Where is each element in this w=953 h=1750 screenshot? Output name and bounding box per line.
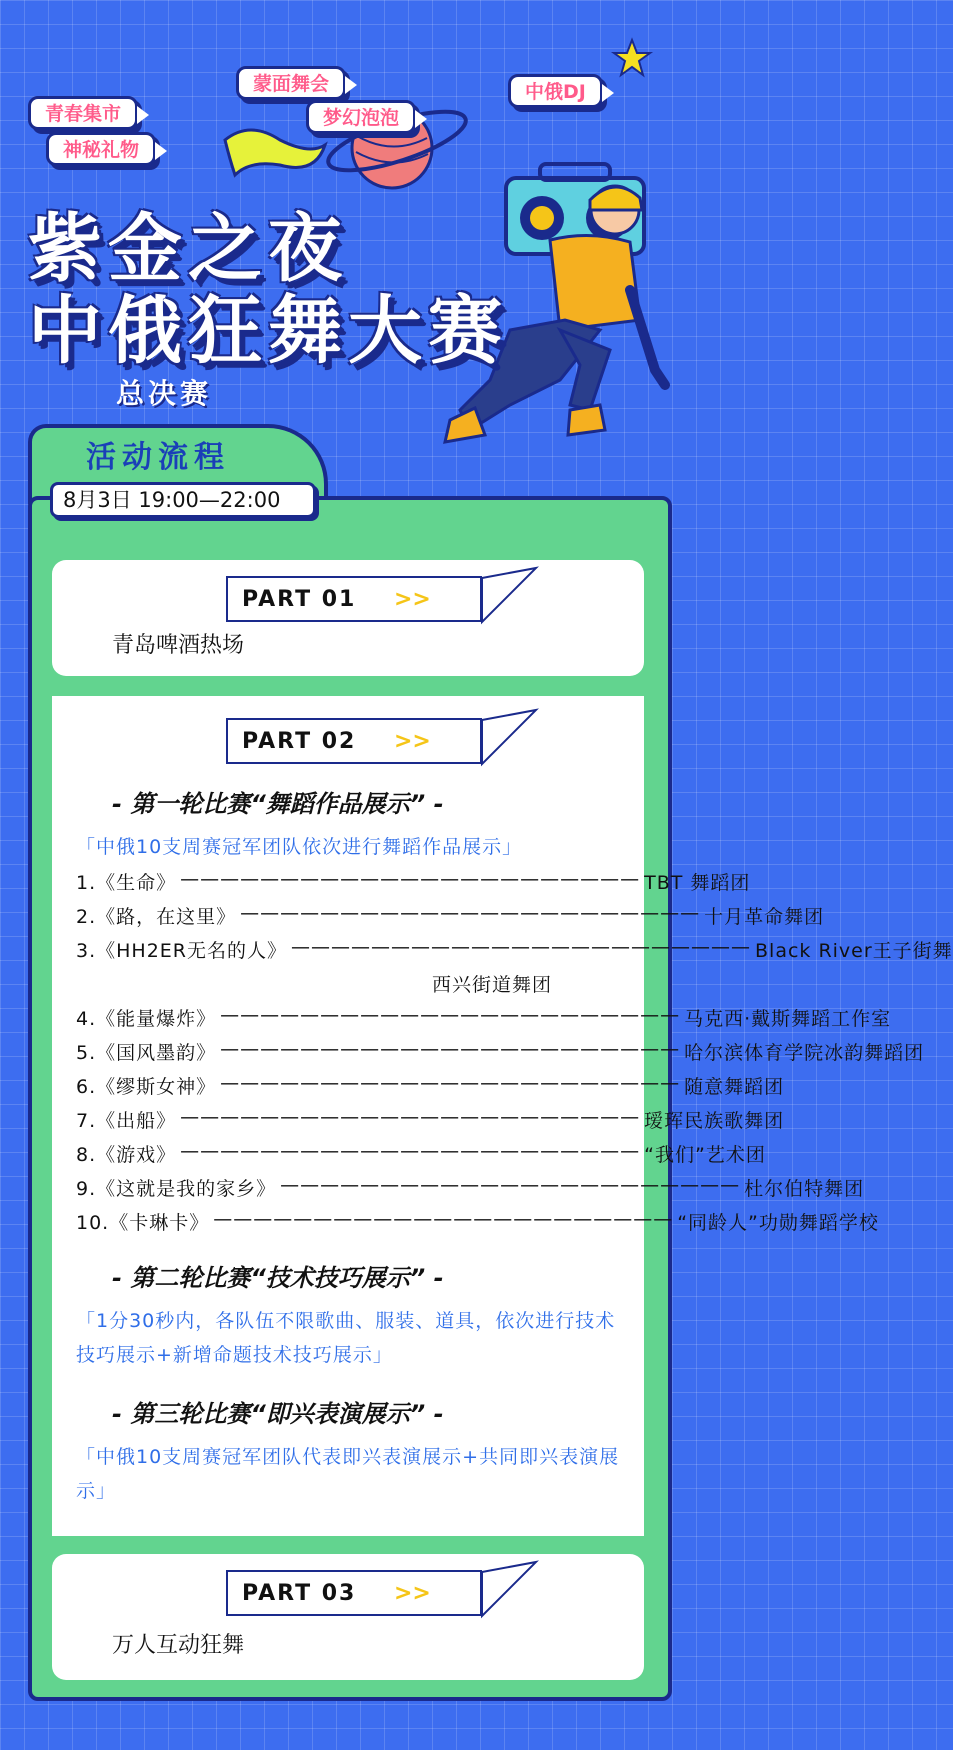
program-troupe: TBT 舞蹈团 xyxy=(644,872,751,894)
part-03-label: PART 03 xyxy=(242,1581,357,1606)
part-02-label: PART 02 xyxy=(242,729,357,754)
part-01-label: PART 01 xyxy=(242,587,357,612)
part-02-header xyxy=(226,718,482,764)
program-row-1: 1.《生命》 ——————————————————————— TBT 舞蹈团 xyxy=(76,868,751,894)
program-row-4: 4.《能量爆炸》 ——————————————————————— 马克西·戴斯舞蹈工作室 xyxy=(76,1004,892,1030)
program-troupe: 哈尔滨体育学院冰韵舞蹈团 xyxy=(684,1042,925,1064)
round-1-title: - 第一轮比赛“舞蹈作品展示” - xyxy=(112,790,444,818)
part-01-header xyxy=(226,576,482,622)
part-03-arrow-icon: >> xyxy=(394,1581,431,1606)
round-3-intro: 「中俄10支周赛冠军团队代表即兴表演展示+共同即兴表演展示」 xyxy=(76,1446,620,1502)
title-line-2: 中俄狂舞大赛 xyxy=(28,288,508,374)
part-03-flag-icon xyxy=(480,1560,540,1618)
round-1-intro: 「中俄10支周赛冠军团队依次进行舞蹈作品展示」 xyxy=(76,836,523,858)
program-troupe: 杜尔伯特舞团 xyxy=(744,1178,865,1200)
program-row-3-cont xyxy=(76,970,552,997)
program-row-10: 10.《卡琳卡》 ——————————————————————— “同龄人”功勋舞蹈学校 xyxy=(76,1208,879,1234)
program-title: 6.《缪斯女神》 xyxy=(76,1076,217,1098)
round-2-intro: 「1分30秒内，各队伍不限歌曲、服装、道具，依次进行技术技巧展示+新增命题技术技巧展示」 xyxy=(76,1310,616,1366)
part-03-header xyxy=(226,1570,482,1616)
program-title: 4.《能量爆炸》 xyxy=(76,1008,217,1030)
part-02-arrow-icon: >> xyxy=(394,729,431,754)
program-title: 7.《出船》 xyxy=(76,1110,177,1132)
program-troupe: 随意舞蹈团 xyxy=(684,1076,785,1098)
program-troupe: 瑷珲民族歌舞团 xyxy=(644,1110,785,1132)
tag-dream-bubbles: 梦幻泡泡 xyxy=(306,100,416,134)
part-03-card xyxy=(52,1554,644,1680)
program-troupe: 西兴街道舞团 xyxy=(431,974,552,996)
program-troupe: 十月革命舞团 xyxy=(704,906,825,928)
star-icon xyxy=(612,38,652,78)
part-02-flag-icon xyxy=(480,708,540,766)
program-title: 10.《卡琳卡》 xyxy=(76,1212,210,1234)
tag-mystery-gift: 神秘礼物 xyxy=(46,132,156,166)
round-3-title: - 第三轮比赛“即兴表演展示” - xyxy=(112,1400,444,1428)
part-02-card xyxy=(52,696,953,1536)
part-01-content: 青岛啤酒热场 xyxy=(112,633,245,658)
program-row-3: 3.《HH2ER无名的人》 ——————————————————————— Black River王子街舞 xyxy=(76,936,953,962)
event-date: 8月3日 19:00—22:00 xyxy=(50,482,316,518)
part-03-content: 万人互动狂舞 xyxy=(112,1633,245,1658)
program-title: 1.《生命》 xyxy=(76,872,177,894)
tag-china-russia-dj: 中俄DJ xyxy=(508,74,603,108)
program-row-2: 2.《路，在这里》 ——————————————————————— 十月革命舞团 xyxy=(76,902,825,928)
part-01-arrow-icon: >> xyxy=(394,587,431,612)
program-title: 9.《这就是我的家乡》 xyxy=(76,1178,277,1200)
program-troupe: Black River王子街舞 xyxy=(755,940,953,962)
program-troupe: “同龄人”功勋舞蹈学校 xyxy=(677,1212,879,1234)
part-01-card xyxy=(52,560,644,676)
program-row-8: 8.《游戏》 ——————————————————————— “我们”艺术团 xyxy=(76,1140,766,1166)
program-title: 8.《游戏》 xyxy=(76,1144,177,1166)
program-title: 3.《HH2ER无名的人》 xyxy=(76,940,287,962)
program-row-7: 7.《出船》 ——————————————————————— 瑷珲民族歌舞团 xyxy=(76,1106,785,1132)
tag-youth-market: 青春集市 xyxy=(28,96,138,130)
subtitle: 总决赛 xyxy=(116,377,213,410)
program-row-6: 6.《缪斯女神》 ——————————————————————— 随意舞蹈团 xyxy=(76,1072,785,1098)
tag-masked-ball: 蒙面舞会 xyxy=(236,66,346,100)
round-2-title: - 第二轮比赛“技术技巧展示” - xyxy=(112,1264,444,1292)
program-title: 5.《国风墨韵》 xyxy=(76,1042,217,1064)
program-row-9: 9.《这就是我的家乡》 ——————————————————————— 杜尔伯特舞团 xyxy=(76,1174,865,1200)
program-troupe: 马克西·戴斯舞蹈工作室 xyxy=(684,1008,892,1030)
program-troupe: “我们”艺术团 xyxy=(644,1144,766,1166)
part-01-flag-icon xyxy=(480,566,540,624)
schedule-heading: 活动流程 xyxy=(86,440,230,475)
program-title: 2.《路，在这里》 xyxy=(76,906,237,928)
title-line-1: 紫金之夜 xyxy=(28,206,348,292)
program-row-5: 5.《国风墨韵》 ——————————————————————— 哈尔滨体育学院冰韵舞蹈团 xyxy=(76,1038,925,1064)
